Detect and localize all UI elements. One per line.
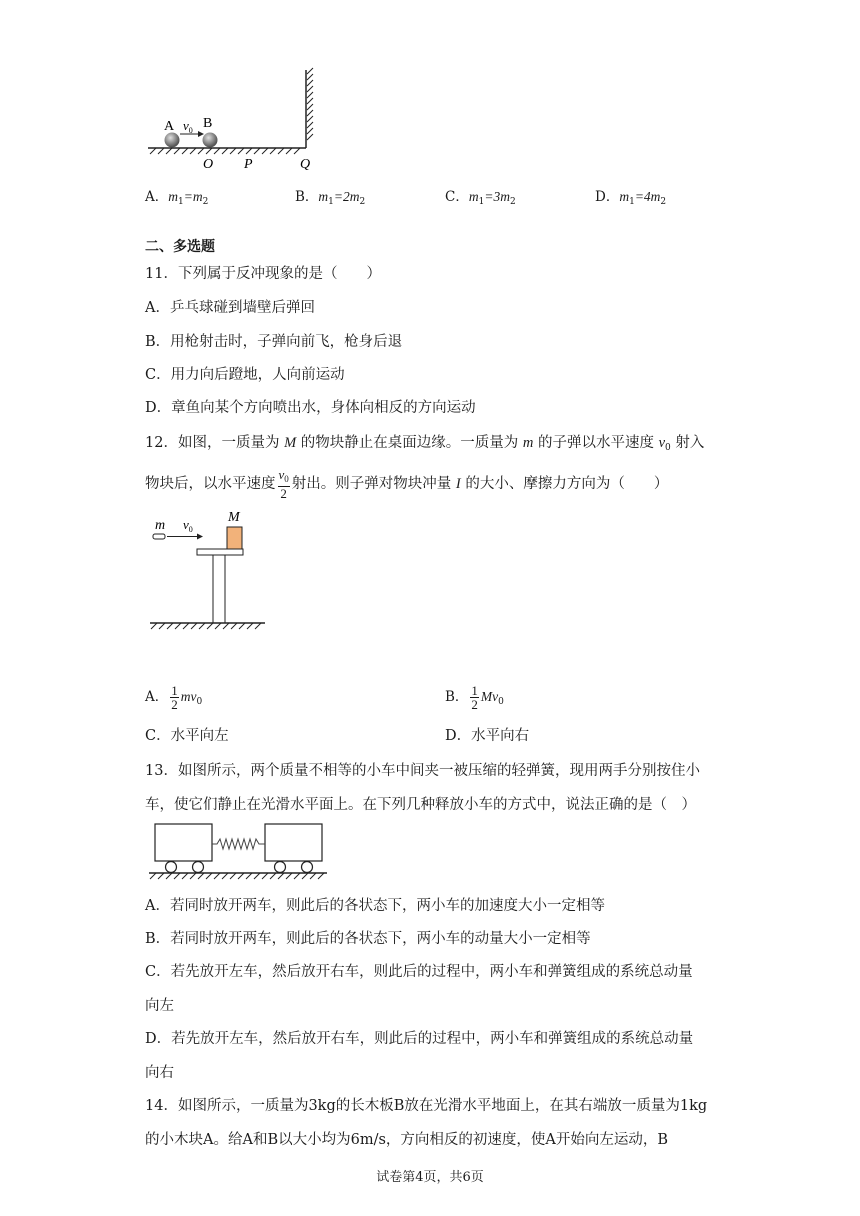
q12-figure (145, 506, 275, 636)
q11-option-a[interactable]: A．乒乓球碰到墙壁后弹回 (145, 300, 315, 316)
q10-option-d[interactable]: D．$m_1=4m_2$ (595, 189, 667, 207)
q12-stem-line2: 物块后，以水平速度 $\frac{v_0}{2}$ 射出。则子弹对物块冲量 I 的大小、摩擦力方向为（ ） (145, 467, 669, 501)
q10-option-a[interactable]: A．$m_1=m_2$ (145, 189, 209, 207)
q12-option-c[interactable]: C．水平向左 (145, 728, 229, 744)
q11-option-b[interactable]: B．用枪射击时，子弹向前飞，枪身后退 (145, 334, 403, 350)
label-v0: $v_0$ (183, 517, 193, 534)
q13-figure (145, 820, 330, 884)
q13-option-b[interactable]: B．若同时放开两车，则此后的各状态下，两小车的动量大小一定相等 (145, 931, 591, 947)
label-m: m (155, 518, 166, 533)
ball-b (203, 133, 218, 148)
q11-option-c[interactable]: C．用力向后蹬地，人向前运动 (145, 367, 345, 383)
q13-option-d-line1[interactable]: D．若先放开左车，然后放开右车，则此后的过程中，两小车和弹簧组成的系统总动量 (145, 1031, 694, 1047)
page-footer: 试卷第4页，共6页 (376, 1170, 484, 1185)
section-title: 二、多选题 (145, 239, 215, 255)
q10-option-b[interactable]: B．$m_1=2m_2$ (295, 189, 366, 207)
q14-stem-line1: 14．如图所示，一质量为3kg的长木板B放在光滑水平地面上，在其右端放一质量为1kg (145, 1098, 708, 1114)
spring (212, 839, 265, 849)
left-cart (155, 824, 212, 861)
q11-option-d[interactable]: D．章鱼向某个方向喷出水，身体向相反的方向运动 (145, 400, 476, 416)
label-q: Q (300, 157, 311, 172)
q13-option-a[interactable]: A．若同时放开两车，则此后的各状态下，两小车的加速度大小一定相等 (145, 898, 605, 914)
label-o: O (203, 157, 214, 172)
q10-option-c[interactable]: C．$m_1=3m_2$ (445, 189, 516, 207)
ball-a (165, 133, 180, 148)
v0-over-2-fraction: $\frac{v_0}{2}$ (278, 467, 289, 501)
bullet (153, 534, 165, 539)
q12-option-a[interactable]: A． $\frac{1}{2}$ $mv_0$ (145, 683, 203, 712)
q12-stem-line1: 12．如图，一质量为 M 的物块静止在桌面边缘。一质量为 m 的子弹以水平速度 $v_0$ 射入 (145, 435, 705, 453)
q11-stem: 11．下列属于反冲现象的是（ ） (145, 266, 381, 282)
q10-figure (140, 60, 330, 175)
label-b: B (203, 116, 213, 131)
q13-stem-line2: 车，使它们静止在光滑水平面上。在下列几种释放小车的方式中，说法正确的是（ ） (145, 797, 696, 813)
q14-stem-line2: 的小木块A。给A和B以大小均为6m/s，方向相反的初速度，使A开始向左运动，B (145, 1132, 669, 1148)
q13-stem-line1: 13．如图所示，两个质量不相等的小车中间夹一被压缩的轻弹簧，现用两手分别按住小 (145, 763, 700, 779)
right-cart (265, 824, 322, 861)
q13-option-c-line1[interactable]: C．若先放开左车，然后放开右车，则此后的过程中，两小车和弹簧组成的系统总动量 (145, 964, 693, 980)
label-a: A (164, 119, 175, 134)
block-m (227, 527, 242, 549)
label-v0: $v_0$ (183, 118, 193, 135)
label-big-m: M (228, 510, 240, 525)
label-p: P (244, 157, 253, 172)
q12-option-d[interactable]: D．水平向右 (445, 728, 530, 744)
q12-option-b[interactable]: B． $\frac{1}{2}$ $Mv_0$ (445, 683, 504, 712)
q13-option-c-line2: 向左 (145, 998, 174, 1014)
q13-option-d-line2: 向右 (145, 1065, 174, 1081)
